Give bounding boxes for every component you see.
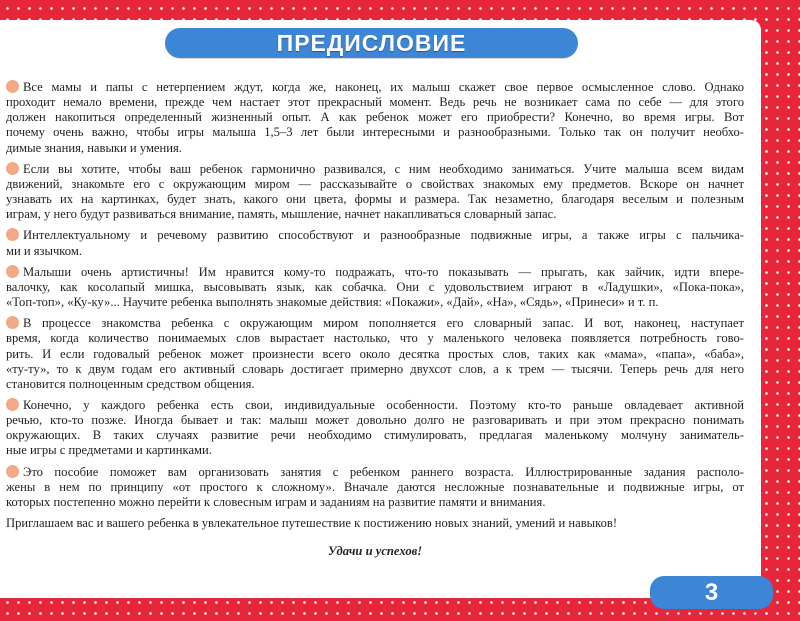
- paragraph: [6, 398, 744, 459]
- paragraph-line: [6, 428, 744, 443]
- paragraph-line: [6, 480, 744, 495]
- paragraph-line: [6, 362, 744, 377]
- paragraph-line: [6, 125, 744, 140]
- paragraph-line: [6, 244, 744, 259]
- line-text: Конечно, у каждого ребенка есть свои, индивидуальные особенности. Поэтому кто-то раньше овладевает активной: [23, 397, 744, 412]
- line-text: рить. И если годовалый ребенок может произнести всего около десятка простых слов, таких как «мама», «папа», «баба»,: [6, 346, 744, 361]
- paragraph: [6, 465, 744, 510]
- paragraph: [6, 265, 744, 310]
- paragraph-line: [6, 228, 744, 243]
- line-text: ные игры с предметами и картинками.: [6, 443, 212, 458]
- bullet-dot-icon: [6, 228, 19, 241]
- line-text: Все мамы и папы с нетерпением ждут, когда же, наконец, их малыш скажет свое первое осмысленное слово. Однако: [23, 80, 744, 94]
- line-text: «Топ-топ», «Ку-ку»... Научите ребенка выполнять знакомые действия: «Покажи», «Дай», «На», «Сядь», «Принеси» и т. п.: [6, 295, 659, 310]
- paragraph-line: [6, 295, 744, 310]
- line-text: димые знания, навыки и умения.: [6, 140, 182, 155]
- paragraph-line: [6, 280, 744, 295]
- line-text: играм, у него будут развиваться внимание, память, мышление, начнет накапливаться словарный запас.: [6, 207, 557, 222]
- line-text: время, когда количество понимаемых слов вырастает настолько, что у маленького человека появляется потребность гово-: [6, 331, 744, 346]
- bullet-dot-icon: [6, 398, 19, 411]
- paragraph-line: [6, 192, 744, 207]
- line-text: ми и язычком.: [6, 243, 82, 258]
- page-title: ПРЕДИСЛОВИЕ: [276, 29, 467, 56]
- line-text: которых постепенно можно перейти к словесным играм и заданиям на развитие памяти и внимания.: [6, 494, 546, 509]
- paragraph: [6, 80, 744, 156]
- title-banner: [165, 28, 578, 58]
- paragraph-line: [6, 377, 744, 392]
- paragraph-line: [6, 443, 744, 458]
- paragraph-line: [6, 162, 744, 177]
- line-text: речью, кто-то позже. Иногда бывает и так: малыш может довольно долго не разговаривать и при этом прекрасно понимать: [6, 413, 744, 428]
- bullet-dot-icon: [6, 465, 19, 478]
- paragraph-line: [6, 347, 744, 362]
- paragraph-line: [6, 80, 744, 95]
- line-text: Интеллектуальному и речевому развитию способствуют и разнообразные подвижные игры, а также игры с пальчика-: [23, 228, 744, 243]
- closing-sentence: Приглашаем вас и вашего ребенка в увлекательное путешествие к постижению новых знаний, умений и навыков!: [6, 516, 618, 531]
- paragraph-line: [6, 316, 744, 331]
- paragraph-line: [6, 413, 744, 428]
- bullet-dot-icon: [6, 80, 19, 93]
- line-text: Это пособие поможет вам организовать занятия с ребенком раннего возраста. Иллюстрированные задания располо-: [23, 464, 744, 479]
- paragraph: [6, 316, 744, 392]
- paragraph-line: [6, 110, 744, 125]
- page-number: 3: [704, 578, 719, 606]
- line-text: «ту-ту», то к двум годам его активный словарь достигает примерно двухсот слов, а к трем — тысячи. Теперь речь для него: [6, 361, 744, 376]
- bullet-dot-icon: [6, 316, 19, 329]
- paragraph: [6, 162, 744, 223]
- paragraph-line: [6, 95, 744, 110]
- line-text: проходит немало времени, прежде чем настает этот прекрасный момент. Ведь речь не возникает сама по себе — для этого: [6, 95, 744, 110]
- line-text: жены в нем по принципу «от простого к сложному». Вначале даются несложные познавательные и подвижные игры, от: [6, 479, 744, 494]
- paragraph-line: [6, 398, 744, 413]
- bullet-dot-icon: [6, 265, 19, 278]
- bullet-dot-icon: [6, 162, 19, 175]
- line-text: становится полноценным средством общения.: [6, 376, 255, 391]
- line-text: движений, знакомьте его с окружающим миром — рассказывайте о свойствах знакомых ему предметов. Вскоре он начнет: [6, 176, 744, 191]
- paragraph-line: [6, 465, 744, 480]
- paragraph-line: [6, 495, 744, 510]
- line-text: Малыши очень артистичны! Им нравится кому-то подражать, что-то показывать — прыгать, как зайчик, идти впере-: [23, 264, 744, 279]
- line-text: окружающих. В таких случаях развитие речи необходимо стимулировать, предлагая маленькому молчуну заниматель-: [6, 428, 744, 443]
- line-text: валочку, как косолапый мишка, высовывать язык, как собачка. Они с удовольствием играют в «Ладушки», «Пока-пока»,: [6, 279, 744, 294]
- paragraph-line: [6, 177, 744, 192]
- line-text: Если вы хотите, чтобы ваш ребенок гармонично развивался, с ним необходимо заниматься. Учите малыша всем видам: [23, 161, 744, 176]
- paragraph: [6, 228, 744, 258]
- line-text: В процессе знакомства ребенка с окружающим миром пополняется его словарный запас. И вот, наконец, наступает: [23, 316, 744, 331]
- line-text: должен накопиться определенный жизненный опыт. А как ребенок может его приобрести? Конечно, во время игры. Вот: [6, 110, 744, 125]
- line-text: почему очень важно, чтобы игры малыша 1,5–3 лет были интересными и разнообразными. Только так он получит необхо-: [6, 125, 744, 140]
- paragraph-line: [6, 141, 744, 156]
- closing-wish: Удачи и успехов!: [327, 544, 423, 559]
- paragraph-line: [6, 265, 744, 280]
- paragraph-line: [6, 207, 744, 222]
- page-number-badge: [650, 576, 773, 609]
- preface-text: [6, 80, 744, 559]
- paragraph-line: [6, 331, 744, 346]
- line-text: узнавать их на картинках, будет знать, какого они цвета, формы и размера. Так незаметно, благодаря веселым и полезным: [6, 192, 744, 207]
